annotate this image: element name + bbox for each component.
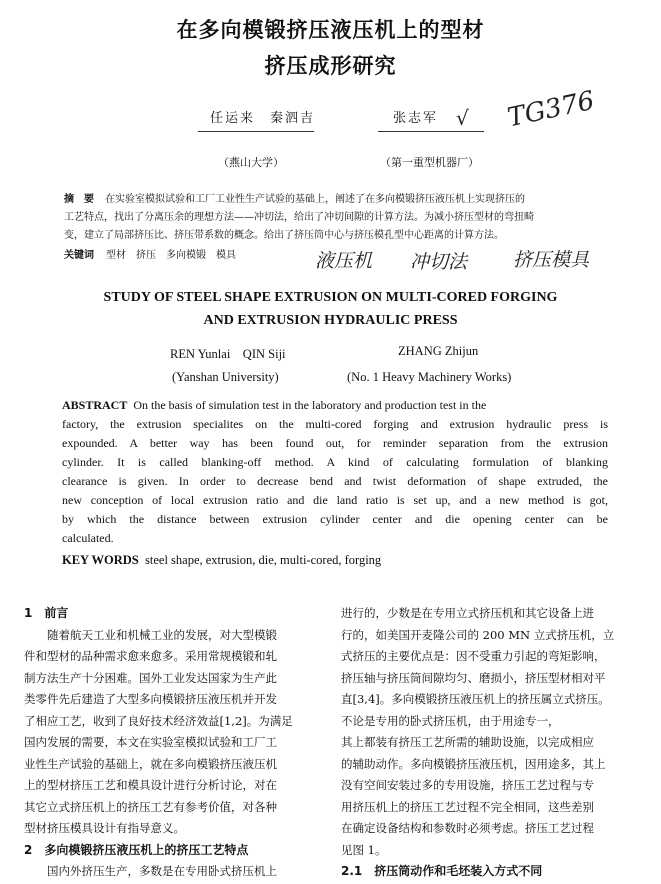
abstract-en-label: ABSTRACT xyxy=(62,398,128,412)
section-1-heading: 1 前言 xyxy=(24,606,69,620)
para-line: 类零件先后建造了大型多向模锻挤压液压机并开发 xyxy=(24,692,277,706)
para-line: 的辅助动作。多向模锻挤压液压机，因用途多，其上 xyxy=(341,756,606,771)
section-2-1-heading: 2.1 挤压筒动作和毛坯装入方式不同 xyxy=(341,864,543,878)
affiliation-en-right: (No. 1 Heavy Machinery Works) xyxy=(347,370,512,384)
affiliation-cn-left: （燕山大学） xyxy=(218,156,284,169)
title-cn-line1: 在多向模锻挤压液压机上的型材 xyxy=(176,18,485,42)
abstract-en-first: On the basis of simulation test in the laboratory and production test in the xyxy=(133,398,487,412)
affiliation-en-left: (Yanshan University) xyxy=(172,370,279,384)
abstract-en-line: by which the distance between extrusion cylinder center and die opening center can be xyxy=(62,512,608,526)
abstract-en-line: cylinder. It is called blanking-off method. A kind of calculating formulation of blanking xyxy=(62,455,608,469)
section-2-heading: 2 多向模锻挤压液压机上的挤压工艺特点 xyxy=(24,842,249,857)
handwritten-note-3: 挤压模具 xyxy=(513,249,590,271)
para-line: 上的型材挤压工艺和模具设计进行分析讨论，对在 xyxy=(24,778,277,792)
handwritten-note-2: 冲切法 xyxy=(410,251,468,273)
abstract-cn-line1: 在实验室模拟试验和工厂工业性生产试验的基础上，阐述了在多向模锻挤压液压机上实现挤压的 xyxy=(105,194,525,205)
authors-en-left: REN Yunlai QIN Siji xyxy=(170,347,286,361)
para-line: 国内发展的需要，本文在实验室模拟试验和工厂工 xyxy=(24,735,277,749)
para-line: 其上都装有挤压工艺所需的辅助设施，以完成相应 xyxy=(341,735,594,749)
abstract-en-line: expounded. A better way has been found out, for reminder separation from the extrusion xyxy=(62,436,608,450)
keywords-en xyxy=(62,553,381,568)
handwritten-note-1: 液压机 xyxy=(315,250,373,272)
affiliation-cn-right: （第一重型机器厂） xyxy=(380,156,479,169)
para-line: 没有空间安装过多的专用设施，挤压工艺过程与专 xyxy=(341,778,594,792)
authors-cn-right: 张志军 xyxy=(393,111,439,126)
para-line: 国内外挤压生产，多数是在专用卧式挤压机上 xyxy=(24,864,277,878)
title-cn-line2: 挤压成形研究 xyxy=(264,54,397,78)
abstract-en-line: calculated. xyxy=(62,531,114,545)
para-line: 进行的，少数是在专用立式挤压机和其它设备上进 xyxy=(341,606,594,620)
para-line: 式挤压的主要优点是：因不受重力引起的弯矩影响， xyxy=(341,649,606,663)
abstract-en-line: factory, the extrusion specialites on the multi-cored forging and extrusion hydraulic press is xyxy=(62,417,608,431)
keywords-en-items: steel shape, extrusion, die, multi-cored, forging xyxy=(145,553,382,567)
para-line: 其它立式挤压机上的挤压工艺有参考价值，对各种 xyxy=(24,799,277,814)
abstract-cn-line3: 变，建立了局部挤压比、挤压带系数的概念。给出了挤压筒中心与挤压模孔型中心距离的计算方法。 xyxy=(64,230,504,241)
keywords-en-label: KEY WORDS xyxy=(62,553,139,567)
para-line: 了相应工艺，收到了良好技术经济效益[1,2]。为满足 xyxy=(24,713,293,728)
abstract-en-line: clearance is given. In order to decrease bend and twist deformation of shape extruded, the xyxy=(62,474,608,488)
title-en-line1: STUDY OF STEEL SHAPE EXTRUSION ON MULTI-CORED FORGING xyxy=(103,290,558,305)
abstract-cn-line2: 工艺特点，找出了分离压余的理想方法——冲切法，给出了冲切间隙的计算方法。为减小挤压型材的弯扭畸 xyxy=(64,212,534,223)
authors-en-right: ZHANG Zhijun xyxy=(398,344,479,358)
title-en-line2: AND EXTRUSION HYDRAULIC PRESS xyxy=(203,313,458,328)
keywords-cn-label: 关键词 xyxy=(64,250,94,261)
handwritten-code: TG376 xyxy=(505,85,598,134)
para-line: 随着航天工业和机械工业的发展，对大型模锻 xyxy=(24,627,277,642)
para-line: 不论是专用的卧式挤压机，由于用途专一， xyxy=(341,713,560,728)
abstract-cn-label: 摘 要 xyxy=(64,194,94,205)
para-line: 直[3,4]。多向模锻挤压液压机上的挤压属立式挤压。 xyxy=(341,692,610,706)
handwritten-check: √ xyxy=(456,106,469,130)
para-line: 挤压轴与挤压筒间隙均匀、磨损小，挤压型材相对平 xyxy=(341,670,606,685)
para-line: 型材挤压模具设计有指导意义。 xyxy=(24,821,185,835)
para-line: 在确定设备结构和参数时必须考虑。挤压工艺过程 xyxy=(341,821,594,835)
author-underline-left xyxy=(198,131,314,132)
para-line: 业性生产试验的基础上，就在多向模锻挤压液压机 xyxy=(24,756,277,771)
authors-cn-left: 任运来 秦泗吉 xyxy=(210,111,316,126)
left-column xyxy=(24,603,324,883)
keywords-cn-items: 型材 挤压 多向模锻 模具 xyxy=(106,250,236,261)
author-underline-right xyxy=(378,131,484,132)
para-line: 制方法生产十分困难。国外工业发达国家为生产此 xyxy=(24,670,277,685)
para-line: 行的，如美国开麦隆公司的 200 MN 立式挤压机，立 xyxy=(341,627,615,642)
right-column xyxy=(341,603,646,883)
para-line: 见图 1。 xyxy=(341,842,387,857)
abstract-en-first-line xyxy=(62,396,608,415)
abstract-en-line: new conception of local extrusion ratio and die land ratio is set up, and a new method is got, xyxy=(62,493,608,507)
para-line: 件和型材的品种需求愈来愈多。采用常规模锻和轧 xyxy=(24,649,277,663)
para-line: 用挤压机上的挤压工艺过程不完全相同，这些差别 xyxy=(341,799,594,814)
